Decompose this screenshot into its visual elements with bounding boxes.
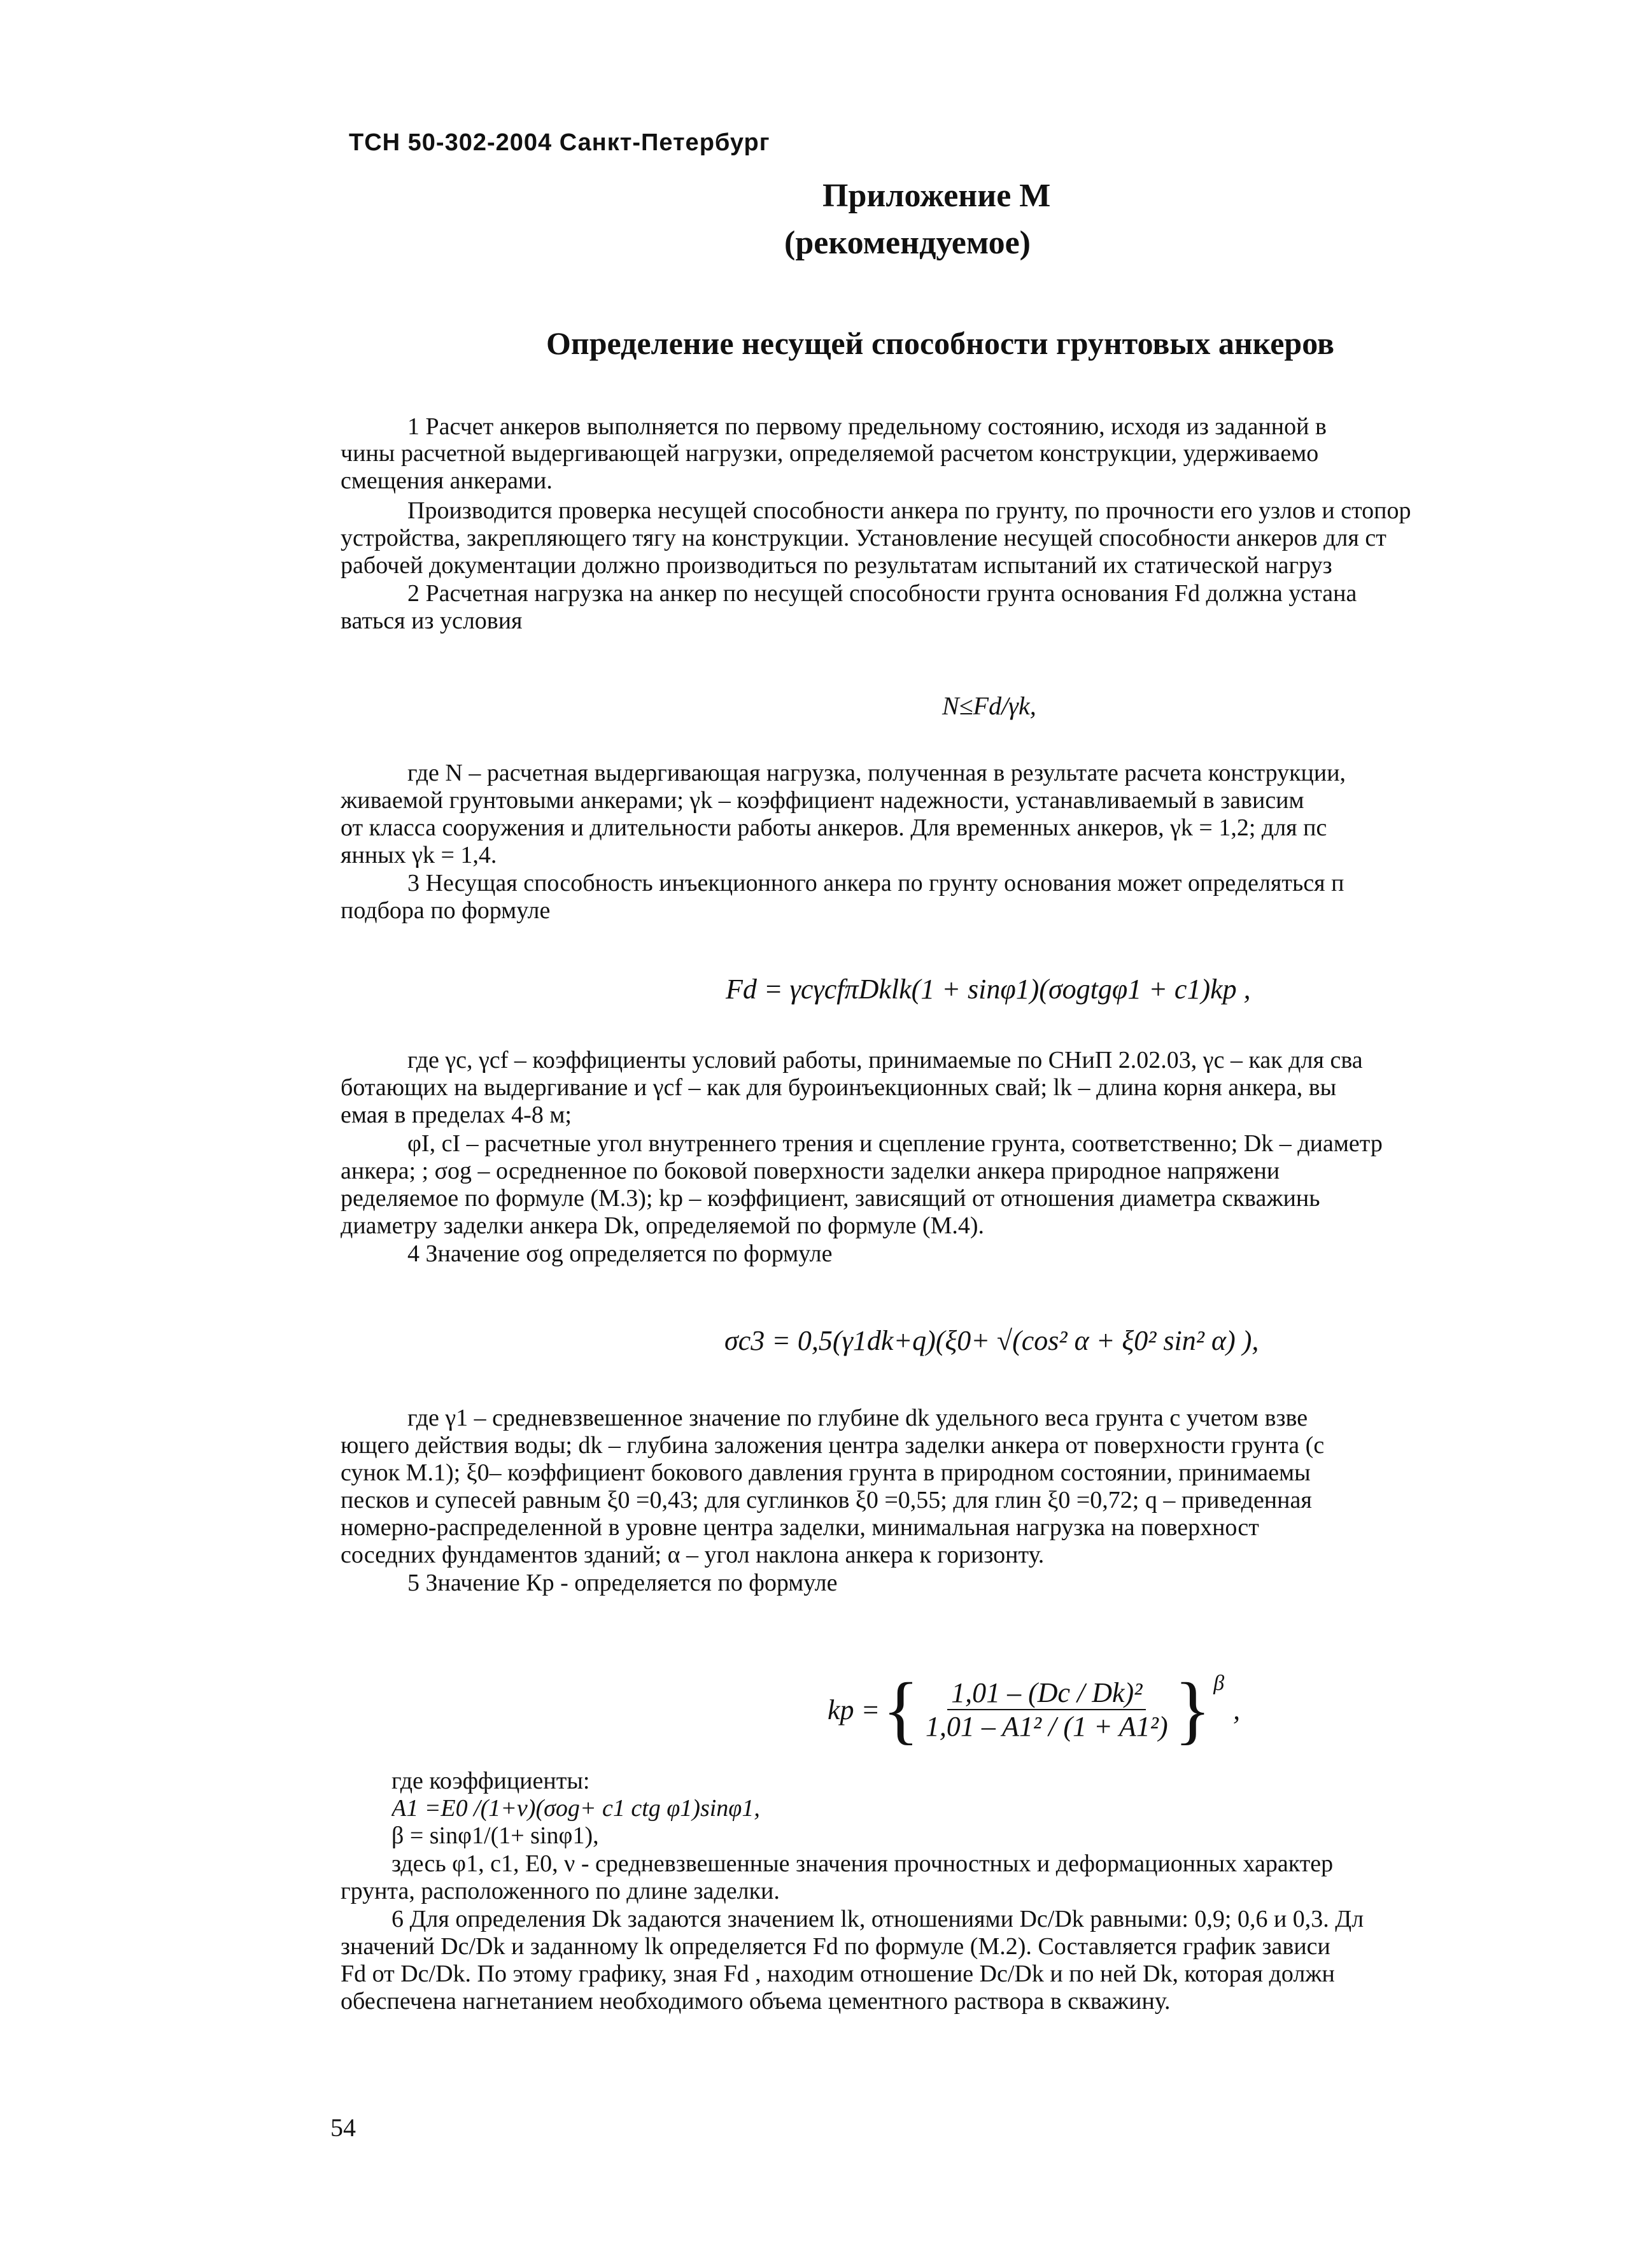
text-line: смещения анкерами. bbox=[341, 467, 553, 494]
formula-m4-denominator: 1,01 – A1² / (1 + A1²) bbox=[925, 1711, 1168, 1742]
formula-m4-exponent: β bbox=[1213, 1671, 1225, 1695]
text-line: соседних фундаментов зданий; α – угол наклона анкера к горизонту. bbox=[341, 1542, 1045, 1568]
text-line: 1 Расчет анкеров выполняется по первому предельному состоянию, исходя из заданной в bbox=[407, 413, 1327, 440]
formula-m4 bbox=[828, 1667, 1241, 1752]
text-line: ющего действия воды; dk – глубина заложения центра заделки анкера от поверхности грунта (с bbox=[341, 1432, 1325, 1459]
formula-m2: Fd = γcγcfπDklk(1 + sinφ1)(σogtgφ1 + c1)kp , bbox=[726, 974, 1251, 1005]
text-line: песков и супесей равным ξ0 =0,43; для суглинков ξ0 =0,55; для глин ξ0 =0,72; q – приведенная bbox=[341, 1487, 1312, 1513]
text-line: рабочей документации должно производиться по результатам испытаний их статической нагруз bbox=[341, 552, 1332, 579]
text-line: Производится проверка несущей способности анкера по грунту, по прочности его узлов и стопор bbox=[407, 497, 1411, 524]
text-line: ботающих на выдергивание и γcf – как для буроинъекционных свай; lk – длина корня анкера, вы bbox=[341, 1074, 1337, 1101]
formula-m4-fraction bbox=[922, 1676, 1172, 1743]
text-line: подбора по формуле bbox=[341, 897, 551, 924]
text-line: где коэффициенты: bbox=[391, 1768, 590, 1794]
text-line: значений Dc/Dk и заданному lk определяется Fd по формуле (М.2). Составляется график зависи bbox=[341, 1933, 1330, 1960]
formula-m4-lhs: kp = bbox=[828, 1694, 880, 1726]
text-line: здесь φ1, c1, E0, ν - средневзвешенные значения прочностных и деформационных характер bbox=[391, 1850, 1334, 1877]
page-number: 54 bbox=[330, 2113, 356, 2142]
text-line: φI, cI – расчетные угол внутреннего трения и сцепление грунта, соответственно; Dk – диаметр bbox=[407, 1130, 1383, 1157]
text-line: 3 Несущая способность инъекционного анкера по грунту основания может определяться п bbox=[407, 870, 1344, 897]
formula-m4-brace-open: { bbox=[882, 1667, 919, 1752]
text-line: A1 =E0 /(1+ν)(σog+ c1 ctg φ1)sinφ1, bbox=[391, 1795, 760, 1822]
formula-m4-tail: , bbox=[1233, 1694, 1241, 1726]
text-line: емая в пределах 4-8 м; bbox=[341, 1102, 572, 1128]
text-line: номерно-распределенной в уровне центра заделки, минимальная нагрузка на поверхност bbox=[341, 1514, 1259, 1541]
text-line: где γ1 – средневзвешенное значение по глубине dk удельного веса грунта с учетом взве bbox=[407, 1405, 1308, 1431]
text-line: анкера; ; σog – осредненное по боковой поверхности заделки анкера природное напряжени bbox=[341, 1158, 1280, 1184]
text-line: диаметру заделки анкера Dk, определяемой по формуле (М.4). bbox=[341, 1212, 985, 1239]
text-line: обеспечена нагнетанием необходимого объема цементного раствора в скважину. bbox=[341, 1988, 1171, 2015]
text-line: сунок М.1); ξ0– коэффициент бокового давления грунта в природном состоянии, принимаемы bbox=[341, 1459, 1311, 1486]
text-line: Fd от Dc/Dk. По этому графику, зная Fd , находим отношение Dc/Dk и по ней Dk, которая должн bbox=[341, 1960, 1335, 1987]
text-line: от класса сооружения и длительности работы анкеров. Для временных анкеров, γk = 1,2; для пс bbox=[341, 814, 1327, 841]
text-line: 5 Значение Кр - определяется по формуле bbox=[407, 1570, 838, 1596]
formula-m4-numerator: 1,01 – (Dc / Dk)² bbox=[947, 1676, 1146, 1710]
text-line: ределяемое по формуле (М.3); kp – коэффициент, зависящий от отношения диаметра скважинь bbox=[341, 1185, 1320, 1212]
text-line: β = sinφ1/(1+ sinφ1), bbox=[391, 1822, 599, 1849]
text-line: 2 Расчетная нагрузка на анкер по несущей способности грунта основания Fd должна устана bbox=[407, 580, 1357, 607]
text-line: живаемой грунтовыми анкерами; γk – коэффициент надежности, устанавливаемый в зависим bbox=[341, 787, 1304, 814]
text-line: янных γk = 1,4. bbox=[341, 842, 497, 868]
formula-m4-brace-close: } bbox=[1174, 1667, 1211, 1752]
document-header: ТСН 50-302-2004 Санкт-Петербург bbox=[349, 129, 770, 156]
text-line: грунта, расположенного по длине заделки. bbox=[341, 1878, 780, 1904]
text-line: где N – расчетная выдергивающая нагрузка, полученная в результате расчета конструкции, bbox=[407, 760, 1346, 786]
text-line: чины расчетной выдергивающей нагрузки, определяемой расчетом конструкции, удерживаемо bbox=[341, 440, 1319, 467]
appendix-subtitle: (рекомендуемое) bbox=[784, 225, 1031, 261]
formula-m1: N≤Fd/γk, bbox=[942, 691, 1036, 720]
text-line: где γc, γcf – коэффициенты условий работы, принимаемые по СНиП 2.02.03, γc – как для сва bbox=[407, 1047, 1363, 1074]
text-line: 6 Для определения Dk задаются значением lk, отношениями Dc/Dk равными: 0,9; 0,6 и 0,3. Дл bbox=[391, 1906, 1364, 1932]
appendix-title: Приложение М bbox=[822, 178, 1051, 214]
text-line: устройства, закрепляющего тягу на конструкции. Установление несущей способности анкеров для ст bbox=[341, 525, 1386, 551]
formula-m3: σc3 = 0,5(γ1dk+q)(ξ0+ √(cos² α + ξ0² sin² α) ), bbox=[724, 1325, 1259, 1356]
section-title: Определение несущей способности грунтовых анкеров bbox=[546, 325, 1334, 361]
text-line: 4 Значение σog определяется по формуле bbox=[407, 1240, 833, 1267]
text-line: ваться из условия bbox=[341, 607, 523, 634]
